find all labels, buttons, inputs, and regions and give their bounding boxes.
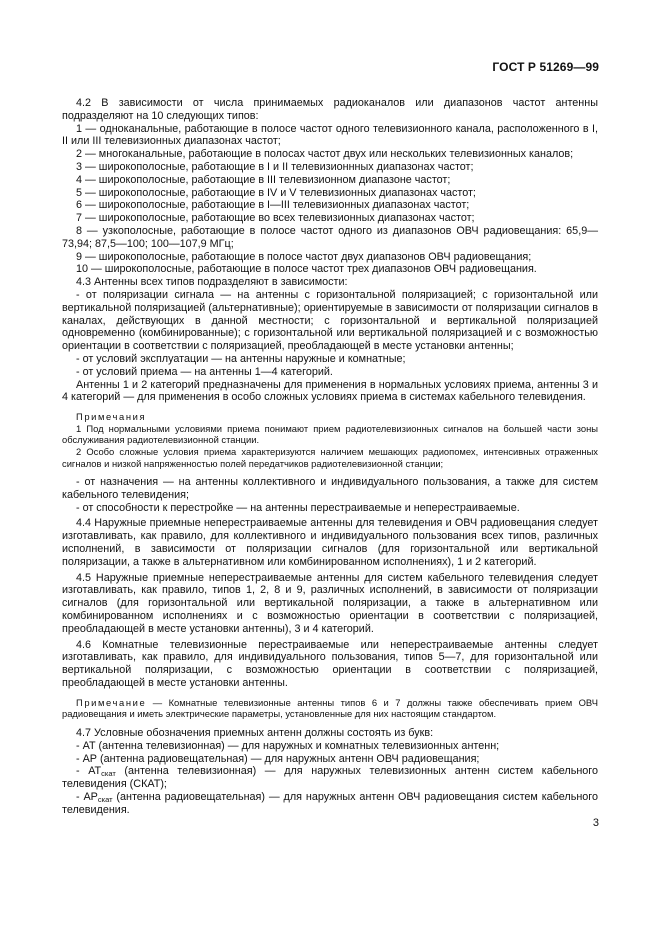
designation-subscript: скат <box>101 769 116 779</box>
designation-prefix: - АТ <box>76 765 102 778</box>
section-4-4: 4.4 Наружные приемные неперестраиваемые антенны для телевидения и ОВЧ радиовещания следует изготавливать, как правило, для коллективного и индивидуального пользования всех типов, различных исполнений, в зависимости от поляризации сигналов (для горизонтальной или вертикальной поляризации, а также в альтернативном или комбинированном исполнениях), 1 и 2 категорий. <box>62 517 598 568</box>
document-body <box>62 97 598 817</box>
doc-header: ГОСТ Р 51269—99 <box>492 60 599 74</box>
classification-item: - от назначения — на антенны коллективного и индивидуального пользования, а также для систем кабельного телевидения; <box>62 476 598 501</box>
section-4-6-note <box>62 697 598 720</box>
designation-prefix: - АР <box>76 791 98 804</box>
designation-text: (антенна радиовещательная) — для наружных антенн ОВЧ радиовещания систем кабельного телевидения. <box>62 791 598 816</box>
type-item: 7 — широкополосные, работающие во всех телевизионных диапазонах частот; <box>76 212 475 225</box>
section-4-5: 4.5 Наружные приемные неперестраиваемые антенны для систем кабельного телевидения следует изготавливать, как правило, типов 1, 2, 8 и 9, различных исполнений, в зависимости от поляризации сигналов (для горизонтальной или вертикальной поляризации, а также в альтернативном или комбинированном исполнениях и с возможностью ориентации в соответствии с поляризацией, преобладающей в месте установки антенны), 3 и 4 категорий. <box>62 571 598 635</box>
note-text: — Комнатные телевизионные антенны типов 6 и 7 должны также обеспечивать прием ОВЧ радиовещания и иметь электрические параметры, установленные для них настоящим стандартом. <box>62 696 598 720</box>
classification-item: - от способности к перестройке — на антенны перестраиваемые и неперестраиваемые. <box>76 501 520 514</box>
section-4-3-intro: 4.3 Антенны всех типов подразделяют в зависимости: <box>76 276 348 289</box>
designation-item: - АР (антенна радиовещательная) — для наружных антенн ОВЧ радиовещания; <box>76 752 480 765</box>
note-item: 1 Под нормальными условиями приема понимают прием радиотелевизионных сигналов на большей части зоны обслуживания радиотелевизионной станции. <box>62 422 598 446</box>
notes-title: Примечания <box>76 411 147 423</box>
type-item: 2 — многоканальные, работающие в полосах частот двух или нескольких телевизионных каналов; <box>76 148 574 161</box>
classification-item: - от поляризации сигнала — на антенны с горизонтальной поляризацией; с горизонтальной или вертикальной поляризацией (альтернативные); ориентируемые в зависимости от поляризации сигналов в каналах, действующих в данной местности; с горизонтальной и вертикальной поляризацией одновременно (комбинированные); с горизонтальной или вертикальной поляризацией и с возможностью ориентации в соответствии с поляризацией, преобладающей в месте установки антенны; <box>62 288 598 353</box>
type-item: 4 — широкополосные, работающие в III телевизионном диапазоне частот; <box>76 173 451 186</box>
classification-item: - от условий приема — на антенны 1—4 категорий. <box>76 365 333 378</box>
page-number: 3 <box>592 817 599 829</box>
section-4-7-intro: 4.7 Условные обозначения приемных антенн должны состоять из букв: <box>76 727 434 740</box>
categories-text: Антенны 1 и 2 категорий предназначены для применения в нормальных условиях приема, антенны 3 и 4 категорий — для применения в особо сложных условиях приема в системах кабельного телевидения. <box>62 378 598 404</box>
designation-item <box>62 791 598 817</box>
section-4-6: 4.6 Комнатные телевизионные перестраиваемые или неперестраиваемые антенны следует изготавливать, как правило, для индивидуального пользования, типов 5—7, для горизонтальной или вертикальной поляризации, с возможностью ориентации в соответствии с поляризацией, преобладающей в месте установки антенны. <box>62 638 598 690</box>
designation-text: (антенна телевизионная) — для наружных телевизионных антенн систем кабельного телевидения (СКАТ); <box>62 765 598 791</box>
type-item: 5 — широкополосные, работающие в IV и V телевизионных диапазонах частот; <box>76 186 476 199</box>
classification-item: - от условий эксплуатации — на антенны наружные и комнатные; <box>76 352 406 365</box>
section-4-2-intro: 4.2 В зависимости от числа принимаемых радиоканалов или диапазонов частот антенны подразделяют на 10 следующих типов: <box>62 97 598 122</box>
type-item: 9 — широкополосные, работающие в полосе частот двух диапазонов ОВЧ радиовещания; <box>76 250 532 263</box>
type-item: 6 — широкополосные, работающие в I—III телевизионных диапазонах частот; <box>76 199 470 212</box>
type-item: 8 — узкополосные, работающие в полосе частот одного из диапазонов ОВЧ радиовещания: 65,9—73,94; 87,5—100; 100—107,9 МГц; <box>62 224 598 250</box>
note-label: Примечание <box>76 696 147 708</box>
designation-item: - АТ (антенна телевизионная) — для наружных и комнатных телевизионных антенн; <box>76 739 500 752</box>
designation-subscript: скат <box>97 795 113 805</box>
type-item: 10 — широкополосные, работающие в полосе частот трех диапазонов ОВЧ радиовещания. <box>76 263 537 276</box>
type-item: 1 — одноканальные, работающие в полосе частот одного телевизионного канала, расположенного в I, II или III телевизионных диапазонах частот; <box>62 122 598 148</box>
type-item: 3 — широкополосные, работающие в I и II телевизионнных диапазонах частот; <box>76 160 474 173</box>
designation-item <box>62 765 598 791</box>
note-item: 2 Особо сложные условия приема характеризуются наличием мешающих радиопомех, интенсивных отраженных сигналов и низкой напряженностью полей передатчиков радиотелевизионной станции; <box>62 445 598 469</box>
